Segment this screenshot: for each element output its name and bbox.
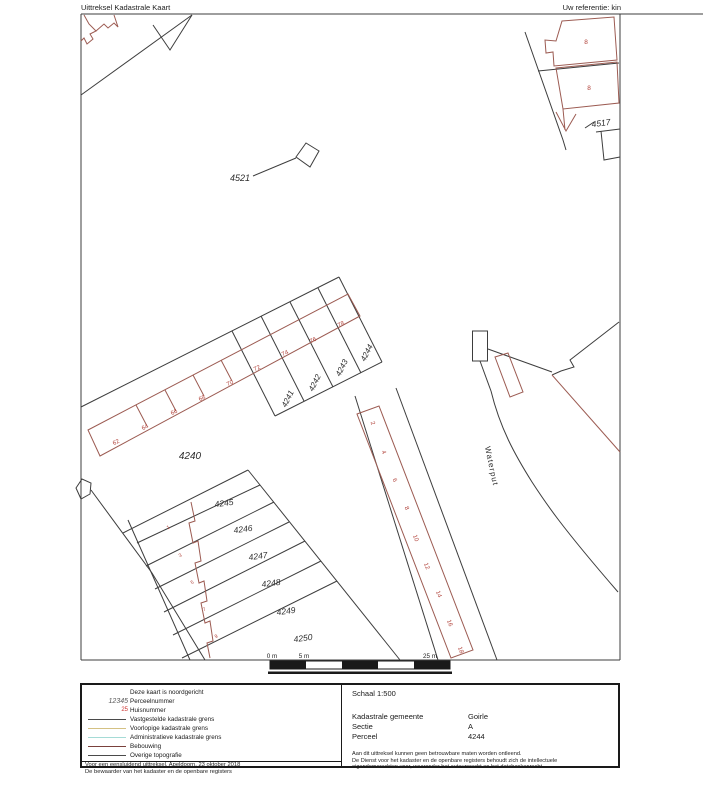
house-number: 2 xyxy=(368,420,376,427)
east-building-strip xyxy=(357,406,473,658)
band-top-edge xyxy=(81,277,339,407)
well-leader-line xyxy=(253,158,296,176)
certification-line1: Voor een eensluidend uittreksel, Apeldoorn, 23 oktober 2018 xyxy=(85,762,241,768)
house-number: 66 xyxy=(170,408,179,418)
row-4249-4250 xyxy=(173,561,321,635)
house-number: 74 xyxy=(281,349,290,359)
house-number: 18 xyxy=(456,646,465,655)
north-note: Deze kaart is noordgericht xyxy=(130,689,204,696)
parcel-label-4521: 4521 xyxy=(229,173,251,183)
legend-label: Bebouwing xyxy=(130,743,162,750)
house-number: 4 xyxy=(379,449,387,456)
parcel-label-4241: 4241 xyxy=(279,388,296,409)
topleft-diagonal xyxy=(81,15,192,95)
house-number: 3 xyxy=(177,552,184,560)
parcel-label-4250: 4250 xyxy=(292,631,314,645)
certification-line2: De bewaarder van het kadaster en de openbare registers xyxy=(85,768,232,775)
scale-bar xyxy=(267,653,452,674)
scale-tick-5: 5 m xyxy=(298,653,310,660)
house-number: 8 xyxy=(587,85,591,92)
legend-label: Administratieve kadastrale grens xyxy=(130,734,222,741)
house-number: 78 xyxy=(337,320,346,330)
info-label: Perceel xyxy=(352,732,378,741)
topright-lower-lines xyxy=(596,129,620,160)
parcel-label-4248: 4248 xyxy=(260,576,282,590)
parcel-label-4247: 4247 xyxy=(247,549,269,563)
scale-segment xyxy=(270,661,306,669)
legend-label: Overige topografie xyxy=(130,752,182,759)
legend-row-bebouwing xyxy=(82,742,341,751)
mid-grey-line xyxy=(488,349,552,372)
info-value: Goirle xyxy=(468,712,489,721)
house-number: 68 xyxy=(198,394,207,404)
parcel-label-4517: 4517 xyxy=(590,116,612,130)
disclaimer-line2: De Dienst voor het kadaster en de openbare registers behoudt zich de intellectuele xyxy=(352,757,558,764)
info-value: 4244 xyxy=(468,732,485,741)
house-number: 72 xyxy=(253,364,262,374)
parcel-label-4242: 4242 xyxy=(306,372,323,393)
house-number: 5 xyxy=(189,579,196,587)
scale-bar-base xyxy=(268,672,452,675)
west-building-strip xyxy=(88,294,360,456)
info-label: Sectie xyxy=(352,722,373,731)
house-number: 14 xyxy=(434,590,443,599)
legend-row-perceelnummer xyxy=(82,697,341,706)
scale-text: Schaal 1:500 xyxy=(352,689,396,698)
house-number: 8 xyxy=(402,505,410,512)
legend-label: Vastgestelde kadastrale grens xyxy=(130,716,215,723)
house-number: 6 xyxy=(390,477,398,484)
house-number: 8 xyxy=(584,39,588,46)
house-number: 7 xyxy=(201,606,208,614)
parcel-label-4244: 4244 xyxy=(358,342,375,363)
divider-4244-end xyxy=(339,277,382,362)
house-number-sample: 25 xyxy=(121,707,128,713)
info-row-gemeente xyxy=(352,712,489,721)
parcel-labels xyxy=(179,117,611,645)
topleft-chevron xyxy=(153,15,192,50)
block-back-boundary xyxy=(128,520,190,660)
legend-label: Huisnummer xyxy=(130,707,166,714)
legend-row-topografie xyxy=(82,751,341,760)
parcel-label-4243: 4243 xyxy=(333,357,350,378)
mid-building-line xyxy=(552,375,620,452)
house-number: 1 xyxy=(165,524,172,532)
eaststrip-right-line xyxy=(396,388,497,660)
line-sample-vastgestelde xyxy=(88,719,126,720)
legend-row-vastgestelde xyxy=(82,715,341,724)
parcel-number-sample: 12345 xyxy=(108,698,128,705)
info-row-perceel xyxy=(352,732,485,741)
legend-label: Perceelnummer xyxy=(130,698,175,705)
left-border-structure xyxy=(76,479,91,499)
topright-parcel-line xyxy=(538,63,619,71)
band-bottom-edge xyxy=(275,362,382,416)
waterput-curve xyxy=(491,391,618,592)
block-building-front xyxy=(189,502,213,658)
legend-panel xyxy=(82,685,341,775)
topleft-building-a xyxy=(81,15,96,44)
info-row-sectie xyxy=(352,722,474,731)
scale-tick-0: 0 m xyxy=(266,653,278,660)
legend-row-north xyxy=(82,688,341,697)
info-value: A xyxy=(468,722,474,731)
topright-building-upper xyxy=(545,17,617,66)
line-sample-bebouwing xyxy=(88,746,126,747)
disclaimer-line1: Aan dit uittreksel kunnen geen betrouwbare maten worden ontleend. xyxy=(352,751,522,757)
info-label: Kadastrale gemeente xyxy=(352,712,424,721)
waterput-label: Waterput xyxy=(482,445,501,487)
reference-label: Uw referentie: kin xyxy=(562,3,621,12)
disclaimer-line3: eigendomsrechten voor, waaronder het auteursrecht en het databankenrecht. xyxy=(352,764,544,770)
house-number: 10 xyxy=(411,534,420,543)
scale-segment xyxy=(342,661,378,669)
block-street-edge xyxy=(91,490,208,660)
house-number: 64 xyxy=(141,423,150,433)
building-outlines xyxy=(81,15,620,658)
house-number: 70 xyxy=(226,379,235,389)
legend-row-administratieve xyxy=(82,733,341,742)
line-sample-topografie xyxy=(88,755,126,756)
line-sample-administratieve xyxy=(88,737,126,738)
structure-link-line xyxy=(480,361,491,391)
block-right-edge xyxy=(248,470,400,660)
legend-row-voorlopige xyxy=(82,724,341,733)
house-number: 62 xyxy=(112,438,121,448)
scale-tick-25: 25 m xyxy=(423,653,437,660)
house-number: 76 xyxy=(309,336,318,346)
parcel-label-4249: 4249 xyxy=(275,604,297,618)
row-4245-4246 xyxy=(137,485,260,543)
scale-segment xyxy=(414,661,450,669)
notch-boundary xyxy=(552,322,619,375)
info-panel xyxy=(341,685,618,770)
parcel-label-4246: 4246 xyxy=(232,522,254,536)
parcel-label-4245: 4245 xyxy=(213,496,235,510)
house-numbers xyxy=(112,39,591,655)
tall-structure xyxy=(473,331,488,361)
document-title: Uittreksel Kadastrale Kaart xyxy=(81,3,171,12)
house-number: 12 xyxy=(422,562,431,571)
legend-row-huisnummer xyxy=(82,706,341,715)
topography-lines xyxy=(76,14,703,660)
legend-label: Voorlopige kadastrale grens xyxy=(130,725,209,732)
topleft-building-b xyxy=(96,15,118,31)
line-sample-voorlopige xyxy=(88,728,126,729)
house-number: 16 xyxy=(445,619,454,628)
row-4248-4249 xyxy=(164,541,305,612)
well-diamond xyxy=(296,143,319,167)
house-number: 9 xyxy=(213,633,220,641)
parcel-label-4240: 4240 xyxy=(178,451,202,462)
footer-box xyxy=(80,683,620,775)
